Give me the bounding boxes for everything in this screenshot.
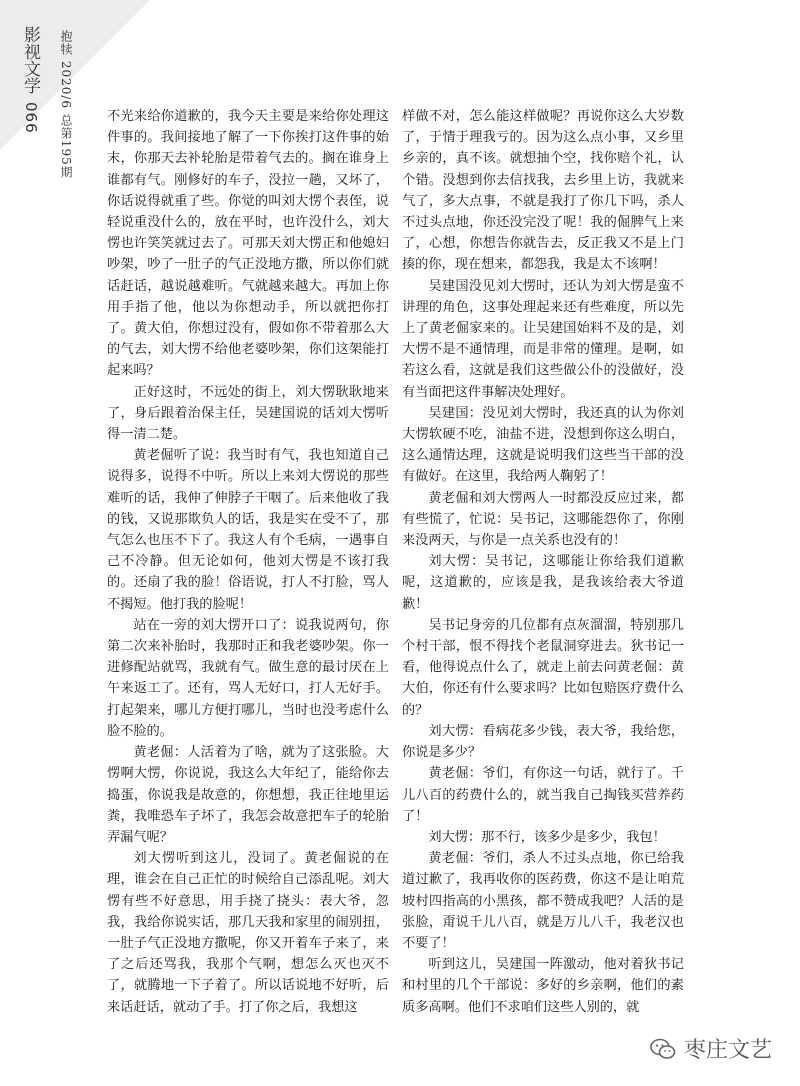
paragraph: 黄老倔：人活着为了啥，就为了这张脸。大愣啊大愣，你说说，我这么大年纪了，能给你去捣蛋，你说我是故意的，你想想，我正往地里运粪，我唯恐车子坏了，我怎会故意把车子的轮胎弄漏气呢？	[107, 745, 389, 845]
page-number: 066	[22, 102, 40, 134]
paragraph: 刘大愣：看病花多少钱，表大爷，我给您，你说是多少？	[402, 723, 684, 761]
right-text-column	[402, 106, 684, 1018]
paragraph: 听到这儿，吴建国一阵激动，他对着狄书记和村里的几个干部说：多好的乡亲啊，他们的素质多高啊。他们不求咱们这些人别的，就	[402, 957, 684, 1015]
wechat-icon	[650, 1038, 676, 1060]
paragraph: 黄老倔：爷们，有你这一句话，就行了。千儿八百的药费什么的，就当我自己掏钱买营养药了！	[402, 766, 684, 824]
left-text-column	[107, 106, 389, 1018]
paragraph: 不光来给你道歉的，我今天主要是来给你处理这件事的。我间接地了解了一下你挨打这件事的始末，你那天去补轮胎是带着气去的。搁在谁身上谁都有气。刚修好的车子，没拉一趟，又坏了，你话说得就重了些。你觉的叫刘大愣个表侄，说轻说重没什么的，放在平时，也许没什么，刘大愣也许笑笑就过去了。可那天刘大愣正和他媳妇吵架，吵了一肚子的气正没地方撒，所以你们就话赶话，越说越难听。气就越来越大。再加上你用手指了他，他以为你想动手，所以就把你打了。黄大伯，你想过没有，假如你不带着那么大的气去，刘大愣不给他老婆吵架，你们这架能打起来吗？	[107, 109, 389, 379]
paragraph: 黄老倔和刘大愣两人一时都没反应过来，都有些慌了，忙说：吴书记，这哪能怨你了，你刚来没两天，与你是一点关系也没有的！	[402, 490, 684, 549]
watermark	[650, 1033, 772, 1064]
paragraph: 吴建国没见刘大愣时，还认为刘大愣是蛮不讲理的角色，这事处理起来还有些难度，所以先上了黄老倔家来的。让吴建国始料不及的是，刘大愣不是不通情理，而是非常的懂理。是啊，如若这么看，这就是我们这些做公仆的没做好，没有当面把这件事解决处理好。	[402, 278, 684, 400]
watermark-text: 枣庄文艺	[683, 1038, 772, 1063]
paragraph: 刘大愣：吴书记，这哪能让你给我们道歉呢，这道歉的，应该是我，是我该给表大爷道歉！	[402, 554, 684, 612]
paragraph: 刘大愣：那不行，该多少是多少，我包！	[428, 829, 666, 845]
issue-info: 抱犊 2020/6 总第195期	[59, 30, 73, 179]
paragraph: 样做不对，怎么能这样做呢？再说你这么大岁数了，于情于理我亏的。因为这么点小事，又乡里乡亲的，真不该。就想抽个空，找你赔个礼，认个错。没想到你去信找我，去乡里上访，我就来气了，多大点事，不就是我打了你几下吗，杀人不过头点地，你还没完没了呢！我的倔脾气上来了，心想，你想告你就告去，反正我又不是上门揍的你，现在想来，都怨我，我是太不该啊！	[402, 109, 684, 273]
paragraph: 吴建国：没见刘大愣时，我还真的认为你刘大愣软硬不吃，油盐不进，没想到你这么明白，这么通情达理，这就是说明我们这些当干部的没有做好。在这里，我给两人鞠躬了！	[402, 405, 684, 485]
paragraph: 黄老倔：爷们，杀人不过头点地，你已给我道过歉了，我再收你的医药费，你这不是让咱荒坡村四指高的小黑孩，都不赞成我吧？人活的是张脸，甭说千儿八百，就是万儿八千，我老汉也不要了！	[402, 851, 684, 951]
paragraph: 吴书记身旁的几位都有点灰溜溜，特别那几个村干部，恨不得找个老鼠洞穿进去。狄书记一看，他得说点什么了，就走上前去问黄老倔：黄大伯，你还有什么要求吗？比如包赔医疗费什么的？	[402, 617, 684, 718]
magazine-name: 影视文学	[20, 26, 40, 94]
paragraph: 刘大愣听到这儿，没词了。黄老倔说的在理，谁会在自己正忙的时候给自己添乱呢。刘大愣有些不好意思，用手挠了挠头：表大爷，忽我，我给你说实话，那几天我和家里的闹别扭，一肚子气正没地方撒呢，你又开着车子来了，来了之后还骂我，我那个气啊，想怎么灭也灭不了，就腾地一下子着了。所以话说地不好听，后来话赶话，就动了手。打了你之后，我想这	[107, 851, 389, 1015]
paragraph: 黄老倔听了说：我当时有气，我也知道自己说得多，说得不中听。所以上来刘大愣说的那些难听的话，我伸了伸脖子干咽了。后来他收了我的钱，又说那欺负人的话，我是实在受不了，那气怎么也压不下了。我这人有个毛病，一遇事自己不冷静。但无论如何，他刘大愣是不该打我的。还扇了我的脸！俗语说，打人不打脸，骂人不揭短。他打我的脸呢！	[107, 448, 389, 612]
paragraph: 正好这时，不远处的街上，刘大愣耿耿地来了，身后跟着治保主任，吴建国说的话刘大愣听得一清二楚。	[107, 384, 389, 443]
paragraph: 站在一旁的刘大愣开口了：说我说两句，你第二次来补胎时，我那时正和我老婆吵架。你一进修配站就骂，我就有气。做生意的最讨厌在上午来返工了。还有，骂人无好口，打人无好手。打起架来，哪儿方便打哪儿，当时也没考虑什么脸不脸的。	[107, 617, 389, 739]
